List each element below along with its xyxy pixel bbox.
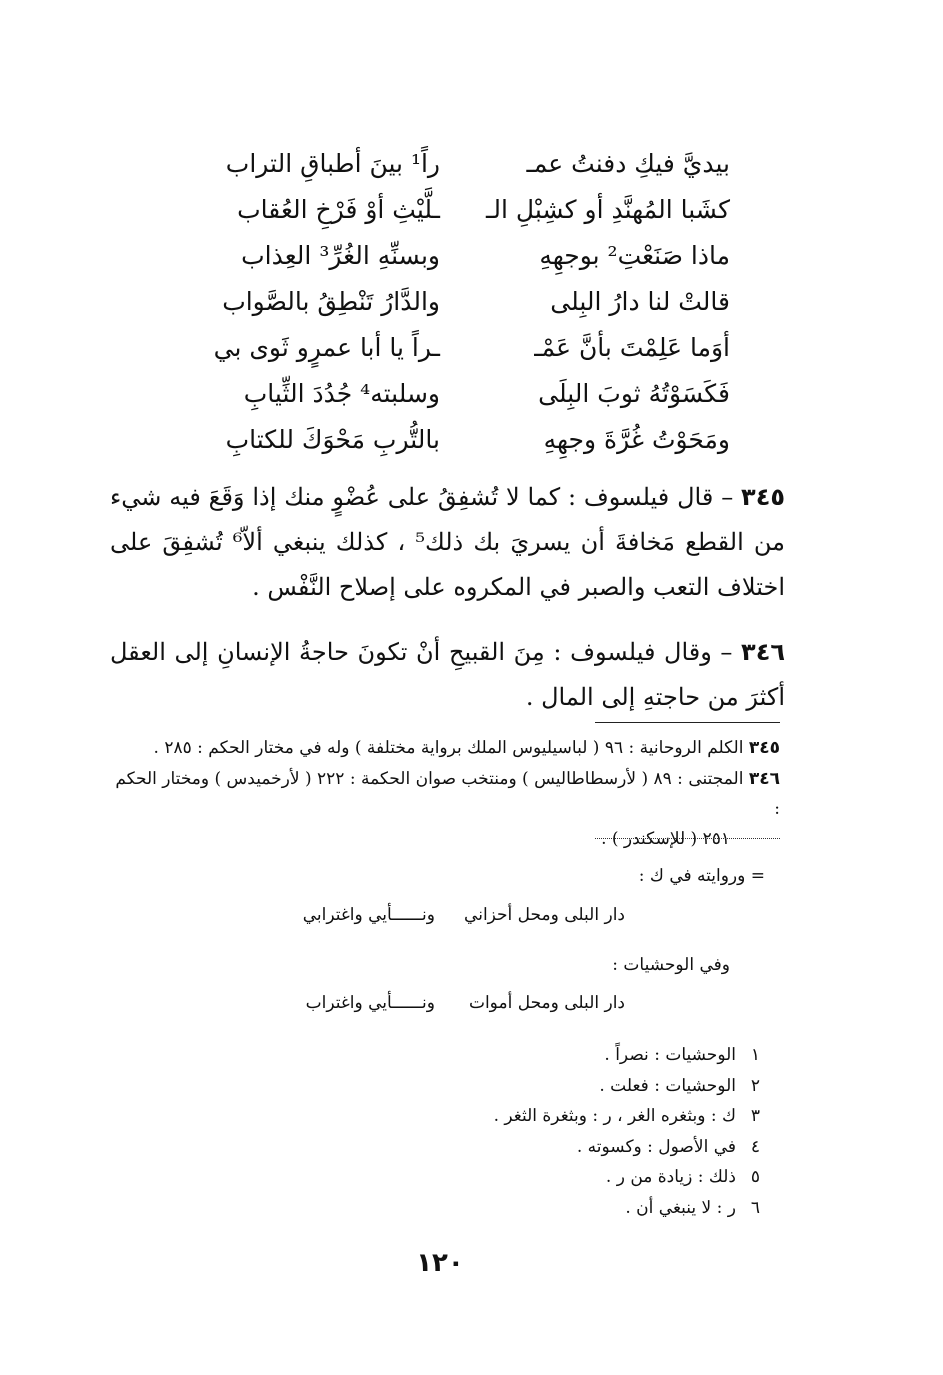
footnote-divider: [595, 722, 780, 723]
footnote-text: ذلك : زيادة من ر .: [605, 1167, 736, 1187]
verse-second-hemistich: وسلبته⁴ جُدُدَ الثِّيابِ: [243, 378, 440, 408]
footnote: [460, 1040, 760, 1071]
verse: [150, 232, 730, 278]
source-note-number: ٣٤٦: [748, 769, 780, 789]
footnote-number: ١: [750, 1045, 760, 1065]
footnote-number: ٣: [750, 1106, 760, 1126]
variant-heading-wahshiyat: وفي الوحشيات :: [612, 955, 730, 975]
paragraph-text: – قال فيلسوف : كما لا تُشفِقُ على عُضْوٍ منك إذا وَقَعَ فيه شيء من القطع مَخافةَ أن يسريَ بك ذلك⁵ ، كذلك ينبغي ألاّ⁶ تُشفِقَ على اختلاف التعب والصبر في المكروه على إصلاح النَّفْس .: [110, 483, 785, 601]
variant-hemistich: ونــــــأيي واغتراب: [305, 993, 435, 1013]
verse-second-hemistich: ـلَّيْثِ أوْ فَرْخِ العُقاب: [237, 194, 440, 224]
source-note-346: [110, 764, 780, 854]
verse-second-hemistich: ـراً يا أبا عمرٍو ثَوى بي: [213, 332, 440, 362]
verse-second-hemistich: وبسنِّهِ الغُرِّ³ العِذاب: [241, 240, 440, 270]
paragraph-number: ٣٤٥: [741, 483, 785, 511]
source-note-text: المجتنى : ٨٩ ( لأرسطاطاليس ) ومنتخب صوان الحكمة : ٢٢٢ ( لأرخميدس ) ومختار الحكم :: [115, 769, 780, 819]
footnote-number: ٢: [750, 1075, 760, 1096]
footnote-number: ٦: [750, 1197, 760, 1218]
verse-second-hemistich: راً¹ بينَ أطباقِ التراب: [225, 148, 440, 178]
footnote-text: ر : لا ينبغي أن .: [625, 1197, 736, 1218]
footnote: [460, 1071, 760, 1102]
variant-verse: [260, 993, 625, 1013]
footnotes: [460, 1040, 760, 1223]
verse-first-hemistich: ماذا صَنَعْتِ² بوجهِهِ: [539, 240, 730, 270]
source-note-345: [110, 733, 780, 763]
footnote-text: في الأصول : وكسوته .: [576, 1136, 736, 1157]
verse-second-hemistich: بالتُّربِ مَحْوَكَ للكتابِ: [225, 424, 440, 454]
footnote: [460, 1101, 760, 1132]
verse-first-hemistich: أوَما عَلِمْتَ بأنَّ عَمْـ: [534, 332, 730, 362]
variant-hemistich: ونــــــأيي واغترابي: [302, 905, 435, 925]
source-note-number: ٣٤٥: [748, 738, 780, 758]
verse-first-hemistich: بيديَّ فيكِ دفنتُ عمـ: [526, 148, 730, 178]
poem: [150, 140, 730, 462]
footnote-number: ٤: [750, 1136, 760, 1157]
verse-first-hemistich: فَكَسَوْتُهُ ثوبَ البِلَى: [538, 378, 730, 408]
footnote-text: الوحشيات : نصراً .: [604, 1045, 736, 1065]
verse: [150, 278, 730, 324]
footnote: [460, 1193, 760, 1224]
verse: [150, 186, 730, 232]
paragraph-text: – وقال فيلسوف : مِنَ القبيحِ أنْ تكونَ حاجةُ الإنسانِ إلى العقل أكثرَ من حاجتهِ إلى المال .: [110, 638, 785, 711]
verse-second-hemistich: والدَّارُ تَنْطِقُ بالصَّواب: [222, 286, 440, 316]
dotted-divider: [595, 838, 780, 839]
variant-hemistich: دار البلى ومحل أموات: [468, 993, 625, 1013]
verse: [150, 324, 730, 370]
verse: [150, 416, 730, 462]
source-note-text: الكلم الروحانية : ٩٦ ( لباسيليوس الملك برواية مختلفة ) وله في مختار الحكم : ٢٨٥ .: [153, 738, 744, 758]
page-number: ١٢٠: [416, 1248, 464, 1278]
footnote: [460, 1132, 760, 1163]
verse-first-hemistich: كشَبا المُهنَّدِ أو كشِبْلِ الـ: [486, 194, 730, 224]
paragraph-346: [110, 630, 785, 720]
paragraph-345: [110, 475, 785, 610]
footnote-text: الوحشيات : فعلت .: [599, 1075, 736, 1096]
verse-first-hemistich: ومَحَوْتُ غُرَّةَ وجهِهِ: [543, 424, 730, 454]
verse: [150, 140, 730, 186]
footnote: [460, 1162, 760, 1193]
variant-hemistich: دار البلى ومحل أحزاني: [464, 905, 625, 925]
variant-verse: [260, 905, 625, 925]
source-note-continuation: ٢٥١ ( للإسكندر ) .: [601, 829, 730, 849]
footnote-number: ٥: [750, 1167, 760, 1187]
verse-first-hemistich: قالتْ لنا دارُ البِلى: [550, 286, 730, 316]
variant-heading: = وروايته في ك :: [638, 866, 765, 886]
paragraph-number: ٣٤٦: [741, 638, 785, 666]
verse: [150, 370, 730, 416]
footnote-text: ك : وبثغره الغر ، ر : وبثغرة الثغر .: [493, 1106, 736, 1126]
